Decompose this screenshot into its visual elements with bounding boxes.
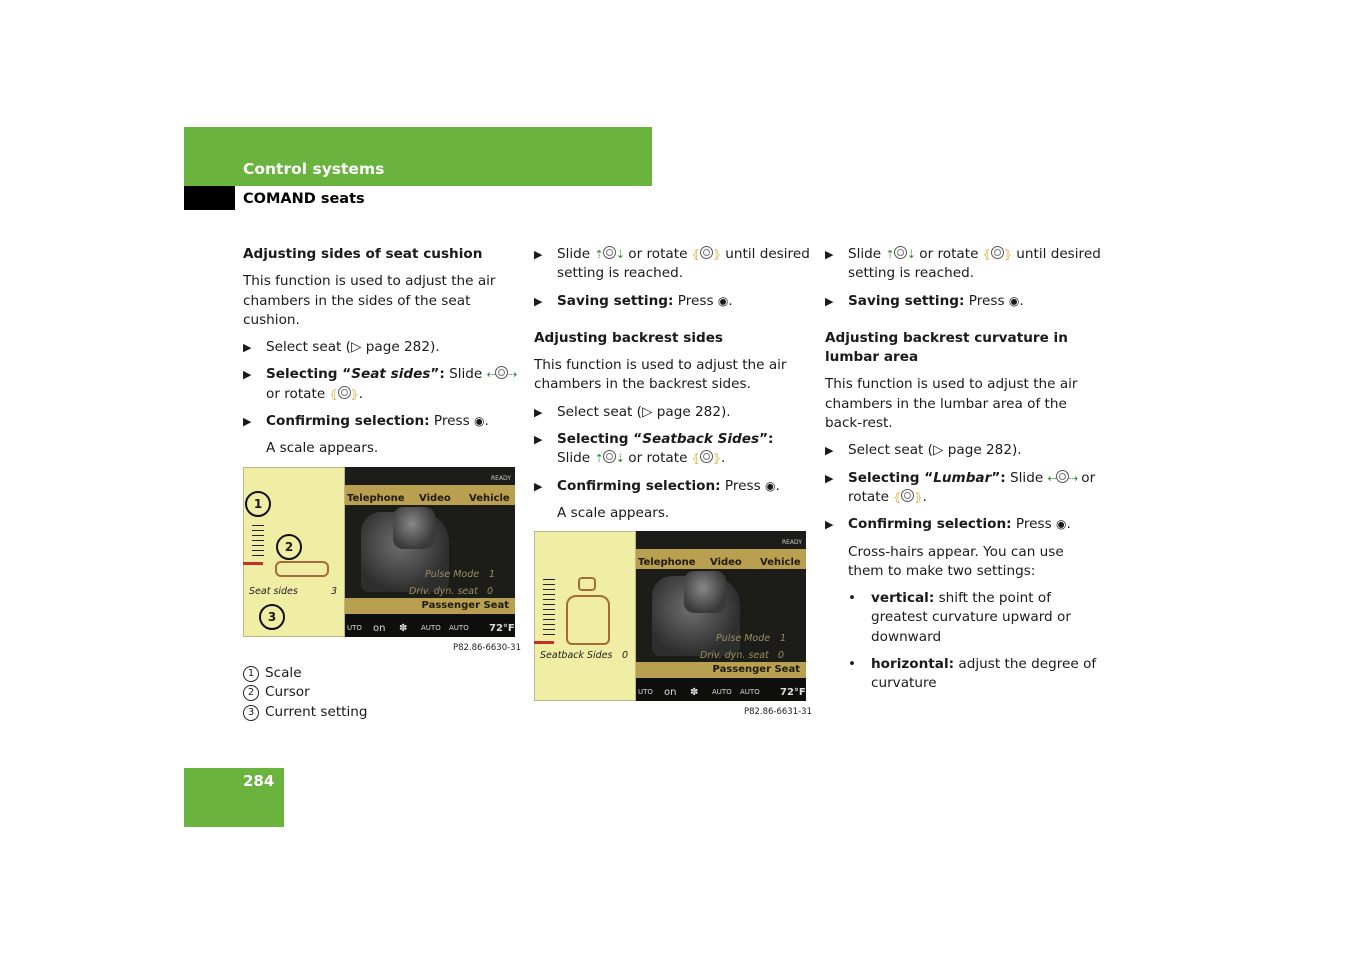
slide-up-down-icon: ⇡ ⇣ (594, 452, 624, 466)
seat-cushion-outline (275, 561, 329, 577)
step-saving: ▶ Saving setting: Press ◉. (825, 292, 1103, 311)
arrow-icon: ▶ (825, 248, 834, 261)
step-confirming: ▶ Confirming selection: Press ◉. (825, 515, 1103, 534)
arrow-icon: ▶ (534, 405, 543, 419)
ready-indicator: READY (490, 474, 511, 482)
scale-note: A scale appears. (266, 440, 379, 457)
arrow-icon: ▶ (825, 471, 834, 485)
rotate-icon: ⦃ ⦄ (329, 387, 359, 401)
heading-seat-cushion: Adjusting sides of seat cushion (243, 246, 483, 262)
headrest-outline (578, 577, 596, 591)
press-icon: ◉ (1056, 517, 1067, 532)
cursor (534, 641, 554, 644)
screen-tabs: Telephone Video Vehicle (345, 485, 515, 505)
step-confirming: ▶ Confirming selection: Press ◉. (243, 412, 521, 431)
arrow-icon: ▶ (534, 433, 543, 447)
step-slide: ▶ Slide ⇡ ⇣ or rotate ⦃ ⦄ until desired setting is reached. (825, 246, 1101, 282)
legend-item: 1 Scale (243, 664, 521, 684)
passenger-seat-bar: Passenger Seat (636, 662, 806, 678)
intro-text: This function is used to adjust the air chambers in the sides of the seat cushion. (243, 273, 496, 328)
column-2 (534, 245, 812, 723)
arrow-icon: ▶ (534, 294, 543, 308)
step-saving: ▶ Saving setting: Press ◉. (534, 292, 812, 311)
column-3 (825, 245, 1103, 702)
press-icon: ◉ (765, 478, 776, 493)
legend-item: 2 Cursor (243, 683, 521, 703)
figure-code: P82.86-6631-31 (743, 707, 812, 718)
screen-tabs: Telephone Video Vehicle (636, 549, 806, 569)
step-select-seat: ▶ Select seat (▷ page 282). (243, 338, 521, 357)
arrow-icon: ▶ (534, 479, 543, 493)
scale (543, 579, 555, 639)
press-icon: ◉ (474, 414, 485, 429)
climate-bar: UTO on ✽ AUTO AUTO 72°F (636, 678, 806, 701)
step-selecting: ▶ Selecting “Seat sides”: Slide ⇠ ⇢ or rotate ⦃ ⦄. (243, 366, 517, 402)
ready-indicator: READY (781, 539, 802, 547)
callout-2: 2 (276, 534, 302, 560)
seatback-sides-screen-figure: READY Telephone Video Vehicle Pulse Mode 1 Driv. dyn. seat 0 Passenger Seat UTO on ✽ AUTO AUTO 72°F Seatback Sides 0 (534, 531, 806, 701)
arrow-icon: ▶ (243, 341, 252, 355)
column-1 (243, 245, 521, 722)
press-icon: ◉ (1008, 293, 1020, 308)
subsection-title: COMAND seats (243, 191, 365, 207)
intro-text: This function is used to adjust the air chambers in the lumbar area of the back-rest. (825, 376, 1078, 432)
intro-text: This function is used to adjust the air chambers in the backrest sides. (534, 357, 787, 393)
seat-sides-screen-figure: READY Telephone Video Vehicle Pulse Mode 1 Driv. dyn. seat 0 Passenger Seat UTO on ✽ AUTO AUTO 72°F Seat sides 3 1 2 3 (243, 467, 515, 637)
scale-note: A scale appears. (557, 504, 670, 521)
step-slide: ▶ Slide ⇡ ⇣ or rotate ⦃ ⦄ until desired setting is reached. (534, 246, 810, 282)
press-icon: ◉ (717, 293, 729, 308)
rotate-icon: ⦃ ⦄ (691, 452, 721, 466)
arrow-icon: ▶ (825, 444, 834, 458)
bullet-horizontal: • horizontal: adjust the degree of curvature (848, 656, 1097, 692)
passenger-seat-bar: Passenger Seat (345, 598, 515, 614)
scale (252, 525, 264, 560)
page-number: 284 (243, 772, 275, 790)
rotate-icon: ⦃ ⦄ (691, 248, 721, 261)
climate-bar: UTO on ✽ AUTO AUTO 72°F (345, 614, 515, 637)
step-select-seat: ▶ Select seat (▷ page 282). (825, 441, 1103, 460)
arrow-icon: ▶ (825, 294, 834, 308)
heading-backrest-sides: Adjusting backrest sides (534, 329, 724, 346)
callout-1: 1 (245, 491, 271, 517)
rotate-icon: ⦃ ⦄ (893, 490, 923, 504)
step-confirming: ▶ Confirming selection: Press ◉. (534, 477, 812, 496)
backrest-outline (566, 595, 610, 645)
step-select-seat: ▶ Select seat (▷ page 282). (534, 403, 812, 422)
step-selecting: ▶ Selecting “Lumbar”: Slide ⇠ ⇢ or rotate ⦃ ⦄. (825, 469, 1096, 505)
subsection-marker (184, 186, 235, 210)
figure-code: P82.86-6630-31 (452, 642, 521, 653)
arrow-icon: ▶ (243, 368, 252, 382)
crosshairs-note: Cross-hairs appear. You can use them to make two settings: (848, 543, 1064, 579)
bullet-vertical: • vertical: shift the point of greatest curvature upward or downward (848, 590, 1071, 645)
slide-up-down-icon: ⇡ ⇣ (885, 248, 915, 261)
legend (243, 664, 521, 723)
rotate-icon: ⦃ ⦄ (982, 248, 1012, 261)
arrow-icon: ▶ (243, 415, 252, 429)
slide-left-right-icon: ⇠ ⇢ (486, 368, 517, 382)
legend-item: 3 Current setting (243, 703, 521, 723)
step-selecting: ▶ Selecting “Seatback Sides”: Slide ⇡ ⇣ or rotate ⦃ ⦄. (534, 431, 774, 467)
slide-left-right-icon: ⇠ ⇢ (1047, 471, 1077, 485)
section-title: Control systems (243, 160, 385, 178)
arrow-icon: ▶ (534, 248, 543, 261)
arrow-icon: ▶ (825, 518, 834, 532)
slide-up-down-icon: ⇡ ⇣ (594, 248, 624, 261)
callout-3: 3 (259, 604, 285, 630)
heading-lumbar: Adjusting backrest curvature in lumbar area (825, 329, 1068, 366)
cursor (243, 562, 263, 565)
